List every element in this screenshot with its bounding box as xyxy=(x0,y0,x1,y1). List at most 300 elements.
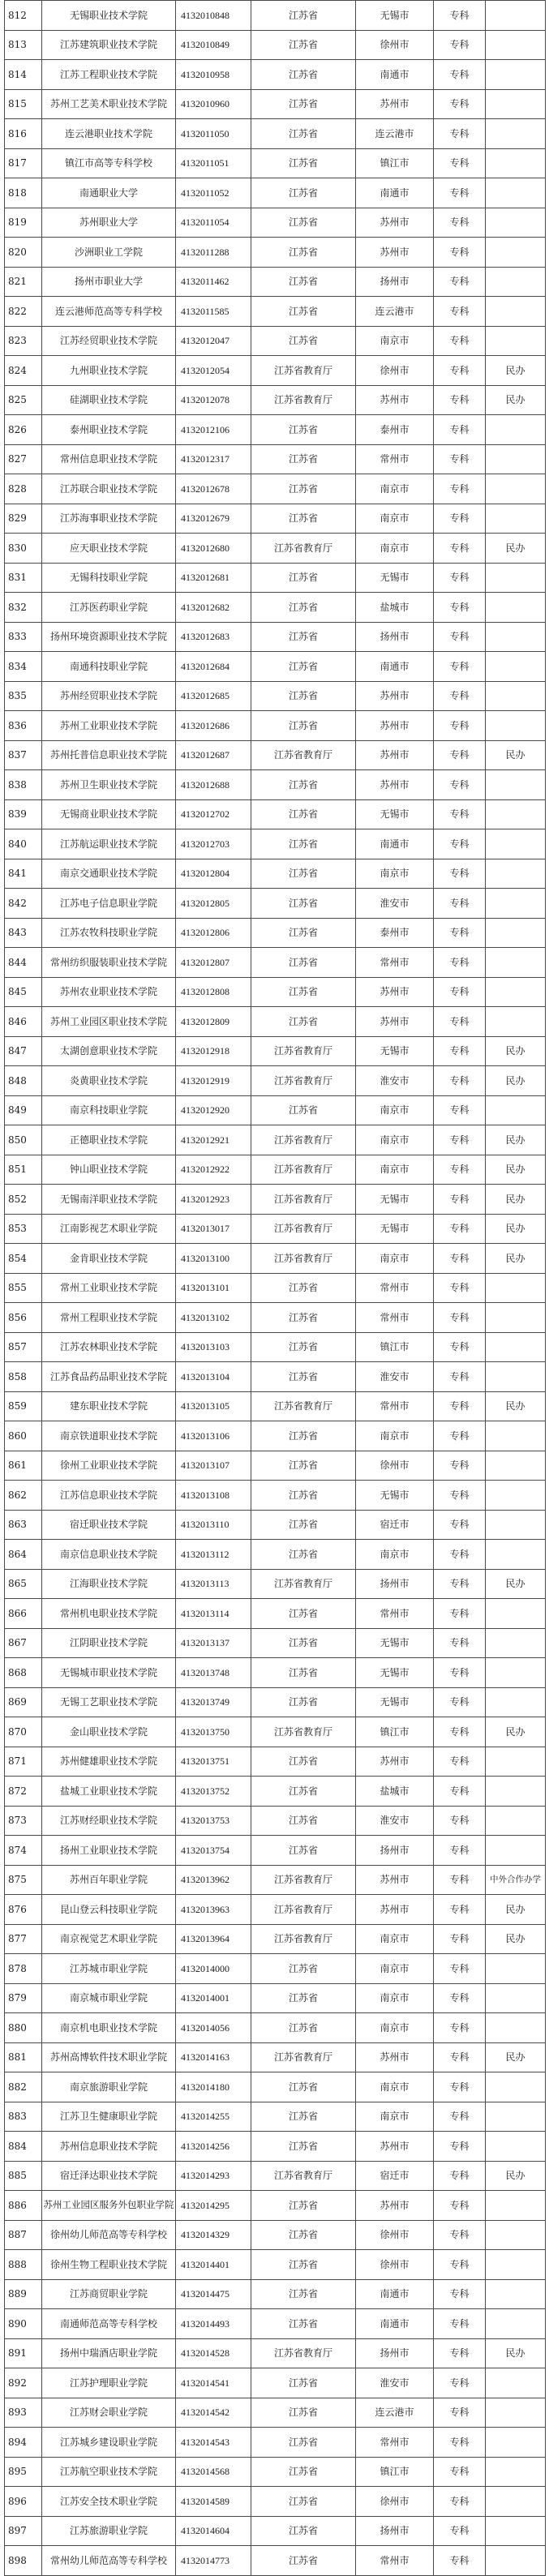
school-code-cell: 4132014541 xyxy=(176,2368,251,2398)
authority-department-cell: 江苏省 xyxy=(251,1362,356,1392)
location-city-cell: 常州市 xyxy=(356,1599,434,1629)
remark-cell: 民办 xyxy=(486,1125,546,1155)
school-name-cell: 扬州中瑞酒店职业学院 xyxy=(42,2338,176,2368)
school-name-cell: 无锡城市职业技术学院 xyxy=(42,1658,176,1688)
school-code-cell: 4132014056 xyxy=(176,2013,251,2043)
authority-department-cell: 江苏省教育厅 xyxy=(251,1244,356,1274)
table-row xyxy=(5,208,546,238)
school-code-cell: 4132014604 xyxy=(176,2516,251,2546)
remark-cell xyxy=(486,1658,546,1688)
school-name-cell: 江苏农牧科技职业学院 xyxy=(42,918,176,948)
row-number-cell: 834 xyxy=(5,652,42,682)
row-number-cell: 853 xyxy=(5,1214,42,1244)
authority-department-cell: 江苏省 xyxy=(251,474,356,504)
education-level-cell: 专科 xyxy=(434,918,486,948)
remark-cell xyxy=(486,2487,546,2517)
school-name-cell: 常州幼儿师范高等专科学校 xyxy=(42,2546,176,2576)
school-code-cell: 4132013113 xyxy=(176,1569,251,1599)
row-number-cell: 833 xyxy=(5,622,42,652)
education-level-cell: 专科 xyxy=(434,2338,486,2368)
school-code-cell: 4132014528 xyxy=(176,2338,251,2368)
row-number-cell: 814 xyxy=(5,60,42,90)
education-level-cell: 专科 xyxy=(434,297,486,327)
education-level-cell: 专科 xyxy=(434,1569,486,1599)
row-number-cell: 836 xyxy=(5,711,42,741)
education-level-cell: 专科 xyxy=(434,2102,486,2132)
school-name-cell: 炎黄职业技术学院 xyxy=(42,1066,176,1096)
table-row xyxy=(5,415,546,445)
remark-cell xyxy=(486,208,546,238)
education-level-cell: 专科 xyxy=(434,2161,486,2191)
location-city-cell: 南通市 xyxy=(356,2279,434,2309)
school-code-cell: 4132012920 xyxy=(176,1095,251,1125)
remark-cell: 民办 xyxy=(486,2042,546,2072)
school-code-cell: 4132013017 xyxy=(176,1214,251,1244)
location-city-cell: 泰州市 xyxy=(356,415,434,445)
table-row xyxy=(5,1540,546,1570)
school-name-cell: 常州纺织服装职业技术学院 xyxy=(42,948,176,978)
school-name-cell: 无锡南洋职业技术学院 xyxy=(42,1185,176,1215)
remark-cell: 民办 xyxy=(486,1569,546,1599)
location-city-cell: 苏州市 xyxy=(356,208,434,238)
location-city-cell: 扬州市 xyxy=(356,2516,434,2546)
table-row xyxy=(5,1244,546,1274)
row-number-cell: 848 xyxy=(5,1066,42,1096)
row-number-cell: 895 xyxy=(5,2457,42,2487)
authority-department-cell: 江苏省 xyxy=(251,652,356,682)
school-name-cell: 建东职业技术学院 xyxy=(42,1391,176,1421)
school-code-cell: 4132013749 xyxy=(176,1687,251,1717)
remark-cell xyxy=(486,977,546,1007)
education-level-cell: 专科 xyxy=(434,356,486,386)
table-row xyxy=(5,504,546,534)
table-row xyxy=(5,1895,546,1925)
remark-cell xyxy=(486,415,546,445)
education-level-cell: 专科 xyxy=(434,444,486,474)
authority-department-cell: 江苏省教育厅 xyxy=(251,1569,356,1599)
authority-department-cell: 江苏省 xyxy=(251,238,356,268)
education-level-cell: 专科 xyxy=(434,208,486,238)
authority-department-cell: 江苏省 xyxy=(251,1954,356,1984)
table-row xyxy=(5,60,546,90)
school-name-cell: 江苏航运职业技术学院 xyxy=(42,829,176,859)
school-name-cell: 苏州工业园区职业技术学院 xyxy=(42,1007,176,1037)
remark-cell xyxy=(486,918,546,948)
school-name-cell: 扬州市职业大学 xyxy=(42,267,176,297)
table-row xyxy=(5,1599,546,1629)
row-number-cell: 857 xyxy=(5,1332,42,1362)
table-row xyxy=(5,977,546,1007)
remark-cell xyxy=(486,1687,546,1717)
education-level-cell: 专科 xyxy=(434,2132,486,2162)
authority-department-cell: 江苏省教育厅 xyxy=(251,1865,356,1895)
row-number-cell: 851 xyxy=(5,1155,42,1185)
school-name-cell: 江苏信息职业技术学院 xyxy=(42,1481,176,1511)
school-name-cell: 昆山登云科技职业学院 xyxy=(42,1895,176,1925)
school-name-cell: 徐州幼儿师范高等专科学校 xyxy=(42,2220,176,2250)
education-level-cell: 专科 xyxy=(434,770,486,800)
row-number-cell: 847 xyxy=(5,1036,42,1066)
location-city-cell: 南通市 xyxy=(356,178,434,208)
education-level-cell: 专科 xyxy=(434,1895,486,1925)
location-city-cell: 镇江市 xyxy=(356,1717,434,1747)
row-number-cell: 881 xyxy=(5,2042,42,2072)
authority-department-cell: 江苏省 xyxy=(251,89,356,119)
table-row xyxy=(5,681,546,711)
school-name-cell: 南京城市职业学院 xyxy=(42,1983,176,2013)
authority-department-cell: 江苏省 xyxy=(251,267,356,297)
row-number-cell: 894 xyxy=(5,2428,42,2458)
education-level-cell: 专科 xyxy=(434,267,486,297)
education-level-cell: 专科 xyxy=(434,148,486,178)
remark-cell: 民办 xyxy=(486,1185,546,1215)
school-name-cell: 江苏财会职业学院 xyxy=(42,2398,176,2428)
education-level-cell: 专科 xyxy=(434,681,486,711)
remark-cell xyxy=(486,829,546,859)
school-code-cell: 4132014401 xyxy=(176,2250,251,2280)
school-code-cell: 4132012919 xyxy=(176,1066,251,1096)
education-level-cell: 专科 xyxy=(434,711,486,741)
authority-department-cell: 江苏省 xyxy=(251,2368,356,2398)
location-city-cell: 常州市 xyxy=(356,1391,434,1421)
education-level-cell: 专科 xyxy=(434,652,486,682)
row-number-cell: 812 xyxy=(5,1,42,31)
remark-cell xyxy=(486,1540,546,1570)
row-number-cell: 818 xyxy=(5,178,42,208)
table-row xyxy=(5,238,546,268)
education-level-cell: 专科 xyxy=(434,178,486,208)
remark-cell xyxy=(486,799,546,829)
row-number-cell: 861 xyxy=(5,1451,42,1481)
education-level-cell: 专科 xyxy=(434,2368,486,2398)
row-number-cell: 879 xyxy=(5,1983,42,2013)
education-level-cell: 专科 xyxy=(434,1185,486,1215)
education-level-cell: 专科 xyxy=(434,2072,486,2102)
education-level-cell: 专科 xyxy=(434,1066,486,1096)
authority-department-cell: 江苏省 xyxy=(251,2487,356,2517)
location-city-cell: 徐州市 xyxy=(356,1451,434,1481)
school-code-cell: 4132012679 xyxy=(176,504,251,534)
table-row xyxy=(5,2338,546,2368)
school-code-cell: 4132013105 xyxy=(176,1391,251,1421)
school-code-cell: 4132012804 xyxy=(176,859,251,889)
education-level-cell: 专科 xyxy=(434,1,486,31)
authority-department-cell: 江苏省 xyxy=(251,297,356,327)
education-level-cell: 专科 xyxy=(434,2250,486,2280)
authority-department-cell: 江苏省 xyxy=(251,1687,356,1717)
table-row xyxy=(5,1924,546,1954)
school-code-cell: 4132014000 xyxy=(176,1954,251,1984)
location-city-cell: 苏州市 xyxy=(356,385,434,415)
location-city-cell: 无锡市 xyxy=(356,1036,434,1066)
table-row xyxy=(5,1095,546,1125)
school-name-cell: 盐城工业职业技术学院 xyxy=(42,1777,176,1807)
education-level-cell: 专科 xyxy=(434,1599,486,1629)
location-city-cell: 常州市 xyxy=(356,948,434,978)
school-name-cell: 扬州工业职业技术学院 xyxy=(42,1836,176,1866)
school-code-cell: 4132014329 xyxy=(176,2220,251,2250)
remark-cell xyxy=(486,2250,546,2280)
table-row xyxy=(5,1865,546,1895)
table-row xyxy=(5,178,546,208)
authority-department-cell: 江苏省 xyxy=(251,1540,356,1570)
table-row xyxy=(5,1066,546,1096)
table-row xyxy=(5,297,546,327)
school-name-cell: 徐州生物工程职业技术学院 xyxy=(42,2250,176,2280)
authority-department-cell: 江苏省 xyxy=(251,1303,356,1333)
table-row xyxy=(5,711,546,741)
location-city-cell: 苏州市 xyxy=(356,770,434,800)
location-city-cell: 南京市 xyxy=(356,2102,434,2132)
table-row xyxy=(5,2102,546,2132)
authority-department-cell: 江苏省 xyxy=(251,829,356,859)
table-row xyxy=(5,89,546,119)
school-code-cell: 4132012805 xyxy=(176,889,251,919)
location-city-cell: 南京市 xyxy=(356,1125,434,1155)
school-code-cell: 4132013752 xyxy=(176,1777,251,1807)
remark-cell xyxy=(486,1007,546,1037)
school-name-cell: 江苏城乡建设职业学院 xyxy=(42,2428,176,2458)
row-number-cell: 863 xyxy=(5,1510,42,1540)
education-level-cell: 专科 xyxy=(434,1125,486,1155)
table-row xyxy=(5,2161,546,2191)
location-city-cell: 扬州市 xyxy=(356,1569,434,1599)
school-code-cell: 4132013102 xyxy=(176,1303,251,1333)
table-row xyxy=(5,2013,546,2043)
location-city-cell: 苏州市 xyxy=(356,1865,434,1895)
table-row xyxy=(5,770,546,800)
school-code-cell: 4132014180 xyxy=(176,2072,251,2102)
authority-department-cell: 江苏省 xyxy=(251,1983,356,2013)
table-row xyxy=(5,534,546,564)
location-city-cell: 扬州市 xyxy=(356,2338,434,2368)
education-level-cell: 专科 xyxy=(434,1244,486,1274)
education-level-cell: 专科 xyxy=(434,2428,486,2458)
authority-department-cell: 江苏省 xyxy=(251,2516,356,2546)
education-level-cell: 专科 xyxy=(434,474,486,504)
row-number-cell: 849 xyxy=(5,1095,42,1125)
authority-department-cell: 江苏省教育厅 xyxy=(251,1895,356,1925)
remark-cell xyxy=(486,948,546,978)
row-number-cell: 837 xyxy=(5,740,42,770)
row-number-cell: 878 xyxy=(5,1954,42,1984)
authority-department-cell: 江苏省教育厅 xyxy=(251,740,356,770)
authority-department-cell: 江苏省 xyxy=(251,1628,356,1658)
table-row xyxy=(5,859,546,889)
education-level-cell: 专科 xyxy=(434,1155,486,1185)
school-code-cell: 4132012047 xyxy=(176,326,251,356)
row-number-cell: 865 xyxy=(5,1569,42,1599)
table-row xyxy=(5,1777,546,1807)
table-row xyxy=(5,30,546,60)
education-level-cell: 专科 xyxy=(434,2398,486,2428)
table-row xyxy=(5,1954,546,1984)
remark-cell xyxy=(486,297,546,327)
education-level-cell: 专科 xyxy=(434,1865,486,1895)
row-number-cell: 873 xyxy=(5,1806,42,1836)
school-code-cell: 4132014255 xyxy=(176,2102,251,2132)
school-code-cell: 4132013103 xyxy=(176,1332,251,1362)
education-level-cell: 专科 xyxy=(434,1481,486,1511)
authority-department-cell: 江苏省 xyxy=(251,711,356,741)
education-level-cell: 专科 xyxy=(434,385,486,415)
remark-cell: 民办 xyxy=(486,1244,546,1274)
education-level-cell: 专科 xyxy=(434,1777,486,1807)
school-name-cell: 江苏安全技术职业学院 xyxy=(42,2487,176,2517)
location-city-cell: 无锡市 xyxy=(356,563,434,593)
remark-cell xyxy=(486,1628,546,1658)
row-number-cell: 822 xyxy=(5,297,42,327)
authority-department-cell: 江苏省教育厅 xyxy=(251,534,356,564)
school-name-cell: 苏州工业职业技术学院 xyxy=(42,711,176,741)
location-city-cell: 无锡市 xyxy=(356,1687,434,1717)
row-number-cell: 858 xyxy=(5,1362,42,1392)
school-code-cell: 4132013110 xyxy=(176,1510,251,1540)
table-row xyxy=(5,2546,546,2576)
row-number-cell: 877 xyxy=(5,1924,42,1954)
authority-department-cell: 江苏省 xyxy=(251,208,356,238)
row-number-cell: 897 xyxy=(5,2516,42,2546)
location-city-cell: 南京市 xyxy=(356,474,434,504)
row-number-cell: 859 xyxy=(5,1391,42,1421)
authority-department-cell: 江苏省 xyxy=(251,681,356,711)
row-number-cell: 843 xyxy=(5,918,42,948)
table-row xyxy=(5,1983,546,2013)
row-number-cell: 875 xyxy=(5,1865,42,1895)
school-code-cell: 4132012680 xyxy=(176,534,251,564)
remark-cell xyxy=(486,593,546,623)
table-row xyxy=(5,326,546,356)
school-code-cell: 4132012682 xyxy=(176,593,251,623)
school-name-cell: 苏州托普信息职业技术学院 xyxy=(42,740,176,770)
school-code-cell: 4132012921 xyxy=(176,1125,251,1155)
school-code-cell: 4132010960 xyxy=(176,89,251,119)
remark-cell xyxy=(486,267,546,297)
location-city-cell: 南京市 xyxy=(356,1421,434,1451)
table-row xyxy=(5,1303,546,1333)
authority-department-cell: 江苏省 xyxy=(251,2428,356,2458)
school-code-cell: 4132013753 xyxy=(176,1806,251,1836)
table-row xyxy=(5,356,546,386)
remark-cell xyxy=(486,2072,546,2102)
school-code-cell: 4132013107 xyxy=(176,1451,251,1481)
authority-department-cell: 江苏省 xyxy=(251,2398,356,2428)
remark-cell xyxy=(486,889,546,919)
school-code-cell: 4132012806 xyxy=(176,918,251,948)
authority-department-cell: 江苏省教育厅 xyxy=(251,2338,356,2368)
remark-cell xyxy=(486,1481,546,1511)
authority-department-cell: 江苏省教育厅 xyxy=(251,2161,356,2191)
education-level-cell: 专科 xyxy=(434,2546,486,2576)
table-row xyxy=(5,1481,546,1511)
authority-department-cell: 江苏省 xyxy=(251,326,356,356)
row-number-cell: 869 xyxy=(5,1687,42,1717)
table-row xyxy=(5,2191,546,2221)
school-code-cell: 4132012922 xyxy=(176,1155,251,1185)
education-level-cell: 专科 xyxy=(434,563,486,593)
school-code-cell: 4132013750 xyxy=(176,1717,251,1747)
education-level-cell: 专科 xyxy=(434,1954,486,1984)
row-number-cell: 829 xyxy=(5,504,42,534)
location-city-cell: 苏州市 xyxy=(356,2042,434,2072)
table-row xyxy=(5,1510,546,1540)
location-city-cell: 无锡市 xyxy=(356,1,434,31)
school-code-cell: 4132013100 xyxy=(176,1244,251,1274)
remark-cell xyxy=(486,1332,546,1362)
education-level-cell: 专科 xyxy=(434,1214,486,1244)
authority-department-cell: 江苏省 xyxy=(251,148,356,178)
authority-department-cell: 江苏省 xyxy=(251,119,356,149)
location-city-cell: 南通市 xyxy=(356,60,434,90)
school-code-cell: 4132014568 xyxy=(176,2457,251,2487)
remark-cell xyxy=(486,326,546,356)
education-level-cell: 专科 xyxy=(434,1362,486,1392)
school-name-cell: 南京信息职业技术学院 xyxy=(42,1540,176,1570)
education-level-cell: 专科 xyxy=(434,1540,486,1570)
table-row xyxy=(5,2457,546,2487)
authority-department-cell: 江苏省 xyxy=(251,1095,356,1125)
remark-cell xyxy=(486,859,546,889)
remark-cell: 民办 xyxy=(486,385,546,415)
location-city-cell: 常州市 xyxy=(356,1273,434,1303)
authority-department-cell: 江苏省 xyxy=(251,1451,356,1481)
table-row xyxy=(5,1,546,31)
location-city-cell: 无锡市 xyxy=(356,1658,434,1688)
school-name-cell: 无锡科技职业学院 xyxy=(42,563,176,593)
location-city-cell: 无锡市 xyxy=(356,1628,434,1658)
location-city-cell: 扬州市 xyxy=(356,1836,434,1866)
location-city-cell: 镇江市 xyxy=(356,1332,434,1362)
table-row xyxy=(5,2132,546,2162)
school-code-cell: 4132014293 xyxy=(176,2161,251,2191)
location-city-cell: 南京市 xyxy=(356,504,434,534)
school-code-cell: 4132012106 xyxy=(176,415,251,445)
school-code-cell: 4132014493 xyxy=(176,2309,251,2339)
remark-cell xyxy=(486,1273,546,1303)
table-row xyxy=(5,1185,546,1215)
table-row xyxy=(5,2279,546,2309)
remark-cell xyxy=(486,1421,546,1451)
table-row xyxy=(5,2072,546,2102)
school-code-cell: 4132014542 xyxy=(176,2398,251,2428)
remark-cell xyxy=(486,1836,546,1866)
table-row xyxy=(5,563,546,593)
authority-department-cell: 江苏省 xyxy=(251,504,356,534)
school-name-cell: 宿迁泽达职业技术学院 xyxy=(42,2161,176,2191)
remark-cell: 民办 xyxy=(486,1895,546,1925)
remark-cell xyxy=(486,238,546,268)
row-number-cell: 887 xyxy=(5,2220,42,2250)
school-name-cell: 九州职业技术学院 xyxy=(42,356,176,386)
table-row xyxy=(5,1717,546,1747)
education-level-cell: 专科 xyxy=(434,119,486,149)
school-name-cell: 泰州职业技术学院 xyxy=(42,415,176,445)
authority-department-cell: 江苏省 xyxy=(251,1,356,31)
row-number-cell: 883 xyxy=(5,2102,42,2132)
school-name-cell: 南通科技职业学院 xyxy=(42,652,176,682)
remark-cell xyxy=(486,2013,546,2043)
education-level-cell: 专科 xyxy=(434,1628,486,1658)
location-city-cell: 连云港市 xyxy=(356,2398,434,2428)
school-code-cell: 4132013964 xyxy=(176,1924,251,1954)
remark-cell: 民办 xyxy=(486,1155,546,1185)
school-name-cell: 南京旅游职业学院 xyxy=(42,2072,176,2102)
location-city-cell: 苏州市 xyxy=(356,2132,434,2162)
table-row xyxy=(5,119,546,149)
school-name-cell: 江海职业技术学院 xyxy=(42,1569,176,1599)
education-level-cell: 专科 xyxy=(434,30,486,60)
table-row xyxy=(5,474,546,504)
